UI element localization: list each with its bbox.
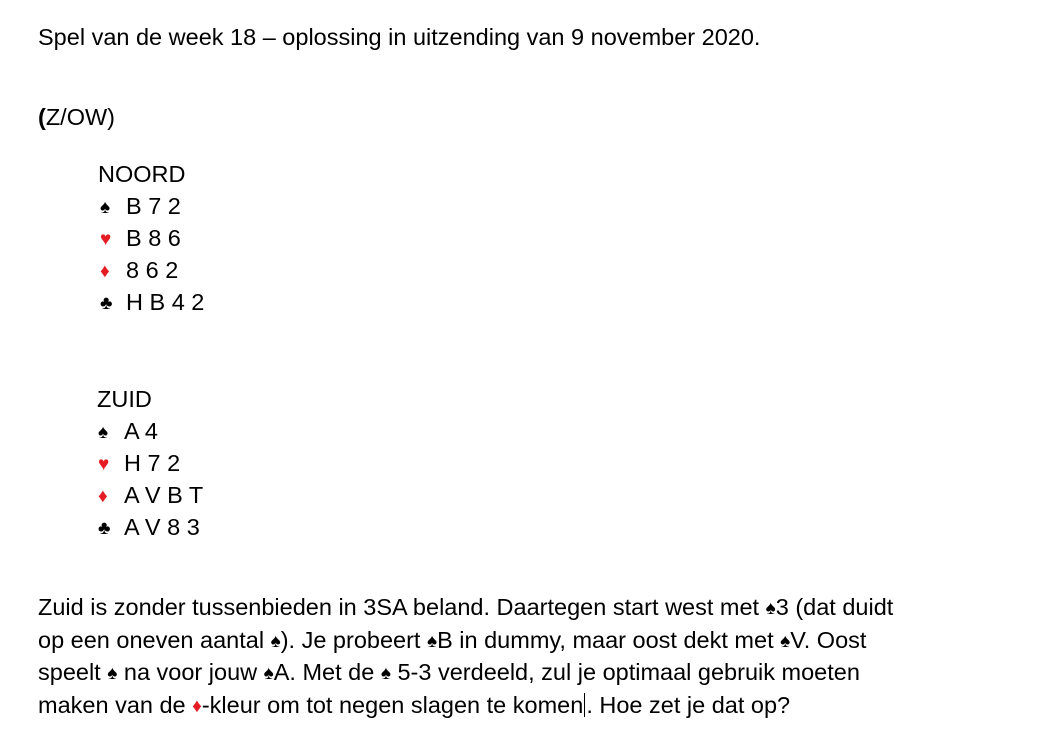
north-diamonds (100, 257, 178, 284)
south-clubs (98, 514, 200, 541)
spade-icon: ♠ (380, 663, 391, 684)
spade-icon: ♠ (765, 598, 776, 619)
text-segment: ). Je probeert (280, 626, 427, 653)
text-segment: 3 (dat duidt (775, 594, 894, 620)
north-label: NOORD (98, 161, 186, 187)
south-spades-cards: A 4 (124, 418, 158, 444)
text-segment: . Hoe zet je dat op? (586, 691, 791, 718)
text-segment: maken van de (38, 691, 193, 718)
club-icon: ♣ (100, 293, 113, 314)
dealer-paren: ( (38, 104, 46, 130)
text-segment: 5-3 verdeeld, zul je optimaal gebruik moeten (390, 659, 860, 685)
diamond-icon: ♦ (192, 695, 202, 717)
south-diamonds (98, 482, 203, 509)
dealer-vulnerability (38, 104, 115, 131)
paragraph-line-2 (38, 625, 1018, 658)
diamond-icon: ♦ (100, 261, 110, 282)
text-segment: -kleur om tot negen slagen te komen (201, 691, 584, 718)
south-label: ZUID (97, 386, 152, 412)
spade-icon: ♠ (270, 630, 281, 652)
text-segment: op een oneven aantal (38, 626, 271, 653)
spade-icon: ♠ (263, 663, 274, 684)
south-spades (98, 418, 158, 445)
club-icon: ♣ (98, 518, 111, 539)
text-segment: B in dummy, maar oost dekt met (437, 626, 781, 653)
heart-icon: ♥ (98, 454, 110, 475)
spade-icon: ♠ (98, 422, 109, 443)
north-clubs (100, 289, 204, 316)
text-segment: A. Met de (273, 659, 381, 685)
north-clubs-cards: H B 4 2 (126, 289, 205, 315)
page-title: Spel van de week 18 – oplossing in uitzending van 9 november 2020. (38, 24, 761, 50)
text-segment: speelt (38, 659, 108, 685)
south-hearts-cards: H 7 2 (124, 450, 181, 476)
spade-icon: ♠ (100, 197, 111, 218)
north-hearts-cards: B 8 6 (126, 225, 181, 251)
dealer-text: Z/OW) (45, 104, 115, 130)
north-hearts (100, 225, 181, 252)
text-segment: Zuid is zonder tussenbieden in 3SA beland. Daartegen start west met (38, 594, 766, 620)
south-clubs-cards: A V 8 3 (124, 514, 200, 540)
north-spades-cards: B 7 2 (126, 193, 181, 219)
south-diamonds-cards: A V B T (124, 482, 204, 508)
spade-icon: ♠ (780, 630, 791, 652)
paragraph-line-1 (38, 592, 1018, 625)
north-diamonds-cards: 8 6 2 (126, 257, 179, 283)
heart-icon: ♥ (100, 229, 112, 250)
south-hearts (98, 450, 180, 477)
spade-icon: ♠ (107, 663, 118, 684)
paragraph-line-3 (38, 657, 1018, 690)
spade-icon: ♠ (426, 630, 438, 652)
diamond-icon: ♦ (98, 486, 108, 507)
paragraph-line-4 (38, 690, 1018, 723)
problem-paragraph (38, 592, 1018, 722)
text-segment: V. Oost (790, 626, 867, 653)
north-spades (100, 193, 181, 220)
text-segment: na voor jouw (117, 659, 264, 685)
